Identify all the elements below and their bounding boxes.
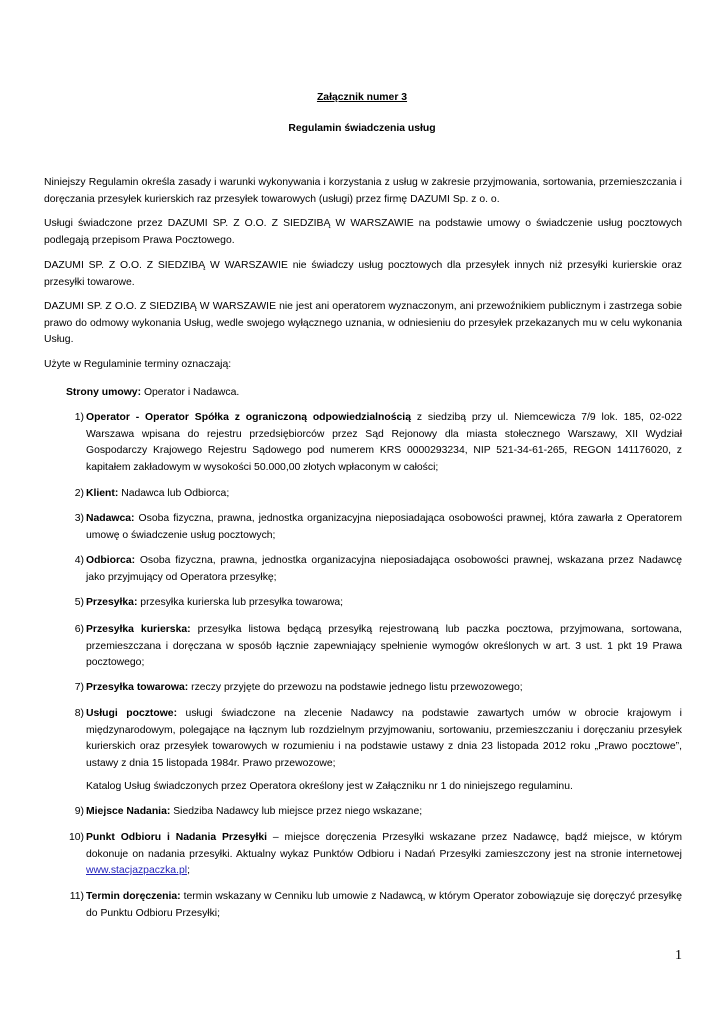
paragraph-postal-law: Usługi świadczone przez DAZUMI SP. Z O.O. Z SIEDZIBĄ W WARSZAWIE na podstawie umowy o świadczenie usług pocztowych podlegają przepisom Prawa Pocztowego. <box>44 218 682 246</box>
definition-text: – miejsce doręczenia Przesyłki wskazane przez Nadawcę, bądź miejsce, w którym dokonuje on nadania przesyłki. Aktualny wykaz Punktów Odbioru i Nadań Przesyłki zamieszczony jest na stronie internetowej <box>86 832 682 860</box>
definition-number: 2) <box>74 488 84 499</box>
page-title: Załącznik numer 3 <box>316 92 408 103</box>
definition-term: Usługi pocztowe: <box>86 708 178 719</box>
definition-item <box>62 553 682 586</box>
definition-text: przesyłka kurierska lub przesyłka towarowa; <box>137 597 344 608</box>
definition-term: Punkt Odbioru i Nadania Przesyłki <box>86 832 268 843</box>
page-subtitle: Regulamin świadczenia usług <box>288 123 436 134</box>
definition-item <box>62 804 682 821</box>
definition-term: Odbiorca: <box>86 555 136 566</box>
definition-number: 9) <box>74 806 84 817</box>
definition-item <box>62 889 682 922</box>
definition-text: termin wskazany w Cenniku lub umowie z Nadawcą, w którym Operator zobowiązuje się doręczyć przesyłkę do Punktu Odbioru Przesyłki; <box>86 891 682 919</box>
definition-item <box>62 830 682 880</box>
paragraph-terms-intro: Użyte w Regulaminie terminy oznaczają: <box>44 359 232 370</box>
definition-number: 3) <box>74 513 84 524</box>
definition-term: Klient: <box>86 488 119 499</box>
definition-item <box>62 595 682 612</box>
paragraph-scope: DAZUMI SP. Z O.O. Z SIEDZIBĄ W WARSZAWIE nie świadczy usług pocztowych dla przesyłek innych niż przesyłki kurierskie oraz przesyłki towarowe. <box>44 260 682 288</box>
definition-number: 5) <box>74 597 84 608</box>
definition-text: z siedzibą przy ul. Niemcewicza 7/9 lok. 185, 02-022 Warszawa wpisana do rejestru przedsiębiorców przez Sąd Rejonowy dla miasta stołecznego Warszawy, XII Wydział Gospodarczy Krajowego Rejestru Sądowego pod numerem KRS 0000293234, NIP 521-34-61-265, REGON 141176020, z kapitałem zakładowym w wysokości 50.000,00 złotych wpłaconym w całości; <box>86 412 683 473</box>
definition-number: 6) <box>74 624 84 635</box>
definition-item <box>62 511 682 544</box>
website-link[interactable]: www.stacjazpaczka.pl <box>86 865 188 876</box>
definition-item <box>62 706 682 772</box>
definition-text: usługi świadczone na zlecenie Nadawcy na podstawie zawartych umów w obrocie krajowym i międzynarodowym, polegające na łącznym lub rozdzielnym przyjmowaniu, sortowaniu, przemieszczaniu i doręczaniu przesyłek kurierskich oraz przesyłek towarowych w rozumieniu i na podstawie ustawy z dnia 23 listopada 2012 roku „Prawo pocztowe”, ustawy z dnia 15 listopada 1984r. Prawo przewozowe; <box>86 708 682 769</box>
paragraph-operator-status: DAZUMI SP. Z O.O. Z SIEDZIBĄ W WARSZAWIE nie jest ani operatorem wyznaczonym, ani przewoźnikiem publicznym i zastrzega sobie prawo do odmowy wykonania Usług, wedle swojego wyłącznego uznania, w odniesieniu do przesyłek przekazanych mu w celu wykonania Usług. <box>44 301 682 345</box>
definition-item <box>62 410 682 476</box>
definition-term: Przesyłka kurierska: <box>86 624 191 635</box>
definition-number: 4) <box>74 555 84 566</box>
definition-number: 8) <box>74 708 84 719</box>
definition-number: 11) <box>69 891 84 902</box>
definition-number: 7) <box>74 682 84 693</box>
definition-number: 10) <box>68 832 84 843</box>
definition-text: Nadawca lub Odbiorca; <box>118 488 230 499</box>
definition-item <box>62 486 682 503</box>
catalog-note: Katalog Usług świadczonych przez Operatora określony jest w Załączniku nr 1 do niniejszego regulaminu. <box>86 781 573 792</box>
definition-text: Osoba fizyczna, prawna, jednostka organizacyjna nieposiadająca osobowości prawnej, która zawarła z Operatorem umowę o świadczenie usług pocztowych; <box>86 513 682 541</box>
definition-term: Nadawca: <box>86 513 135 524</box>
definition-term: Miejsce Nadania: <box>86 806 171 817</box>
definition-item <box>62 622 682 672</box>
parties-text: Operator i Nadawca. <box>141 387 240 398</box>
page-number: 1 <box>675 948 682 963</box>
definition-item <box>62 680 682 697</box>
parties-label: Strony umowy: <box>66 387 142 398</box>
definition-term: Operator - Operator Spółka z ograniczoną odpowiedzialnością <box>86 412 411 423</box>
parties-line <box>66 385 682 402</box>
definition-term: Termin doręczenia: <box>86 891 181 902</box>
definition-text: Osoba fizyczna, prawna, jednostka organizacyjna nieposiadająca osobowości prawnej, wskazana przez Nadawcę jako przyjmujący od Operatora przesyłkę; <box>86 555 682 583</box>
definition-text: przesyłka listowa będącą przesyłką rejestrowaną lub paczka pocztowa, przyjmowana, sortowana, przemieszczana i doręczana w sposób łącznie zapewniający spełnienie wymogów określonych w art. 3 ust. 1 pkt 19 Prawa pocztowego; <box>86 624 682 668</box>
paragraph-intro: Niniejszy Regulamin określa zasady i warunki wykonywania i korzystania z usług w zakresie przyjmowania, sortowania, przemieszczania i doręczania przesyłek kurierskich raz przesyłek towarowych (usługi) przez firmę DAZUMI Sp. z o. o. <box>44 177 682 205</box>
definition-text: Siedziba Nadawcy lub miejsce przez niego wskazane; <box>170 806 423 817</box>
definition-text-end: ; <box>187 865 190 876</box>
definition-text: rzeczy przyjęte do przewozu na podstawie jednego listu przewozowego; <box>188 682 523 693</box>
definition-number: 1) <box>74 412 84 423</box>
definition-term: Przesyłka: <box>86 597 138 608</box>
definition-term: Przesyłka towarowa: <box>86 682 189 693</box>
